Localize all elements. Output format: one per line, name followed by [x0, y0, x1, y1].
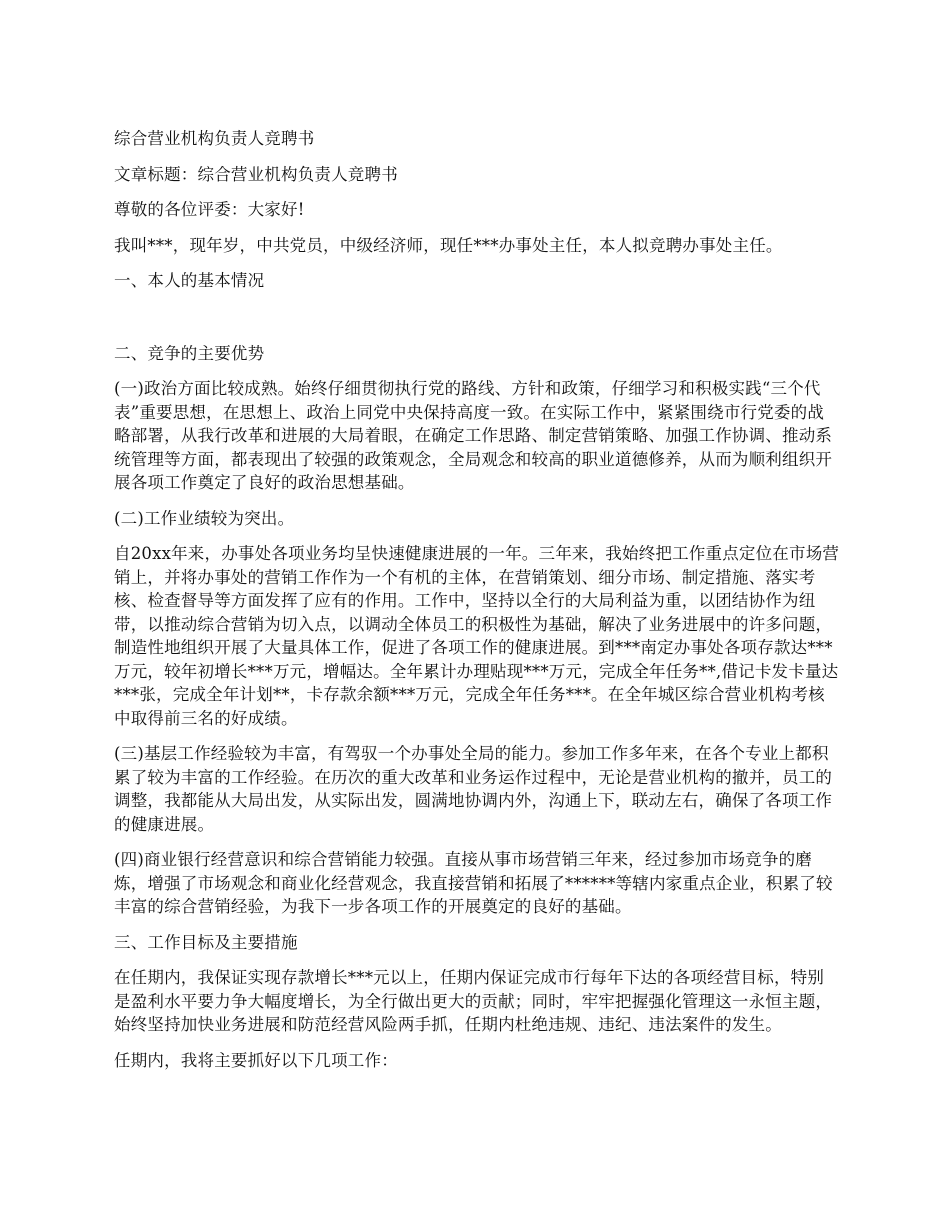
advantage-paragraph-3: (三)基层工作经验较为丰富，有驾驭一个办事处全局的能力。参加工作多年来，在各个专业上都积累了较为丰富的工作经验。在历次的重大改革和业务运作过程中，无论是营业机构的撤并，员工的调整，我都能从大局出发，从实际出发，圆满地协调内外，沟通上下，联动左右，确保了各项工作的健康进展。 — [114, 744, 833, 834]
section-heading-goals: 三、工作目标及主要措施 — [114, 932, 298, 952]
advantage-heading-2: (二)工作业绩较为突出。 — [114, 508, 295, 528]
section-heading-basic-info: 一、本人的基本情况 — [114, 271, 265, 290]
advantage-paragraph-4: (四)商业银行经营意识和综合营销能力较强。直接从事市场营销三年来，经过参加市场竞争的磨炼，增强了市场观念和商业化经营观念，我直接营销和拓展了******等辖内家重点企业，积累了较丰富的综合营销经验，为我下一步各项工作的开展奠定的良好的基础。 — [114, 850, 833, 916]
document-title: 综合营业机构负责人竞聘书 — [114, 129, 315, 148]
tasks-intro-line: 任期内，我将主要抓好以下几项工作： — [114, 1050, 398, 1070]
goals-paragraph: 在任期内，我保证实现存款增长***元以上，任期内保证完成市行每年下达的各项经营目标，特别是盈利水平要力争大幅度增长，为全行做出更大的贡献；同时，牢牢把握强化管理这一永恒主题，始终坚持加快业务进展和防范经营风险两手抓，任期内杜绝违规、违纪、违法案件的发生。 — [114, 968, 833, 1034]
advantage-paragraph-2: 自20xx年来，办事处各项业务均呈快速健康进展的一年。三年来，我始终把工作重点定位在市场营销上，并将办事处的营销工作作为一个有机的主体，在营销策划、细分市场、制定措施、落实考核、检查督导等方面发挥了应有的作用。工作中，坚持以全行的大局利益为重，以团结协作为纽带，以推动综合营销为切入点，以调动全体员工的积极性为基础，解决了业务进展中的许多问题，制造性地组织开展了大量具体工作，促进了各项工作的健康进展。到***南定办事处各项存款达***万元，较年初增长***万元，增幅达。全年累计办理贴现***万元，完成全年任务**,借记卡发卡量达***张，完成全年计划**，卡存款余额***万元，完成全年任务***。在全年城区综合营业机构考核中取得前三名的好成绩。 — [114, 544, 840, 728]
blank-spacer — [114, 305, 840, 342]
article-title-line: 文章标题：综合营业机构负责人竞聘书 — [114, 164, 398, 184]
greeting-line: 尊敬的各位评委：大家好! — [114, 200, 305, 219]
section-heading-advantages: 二、竞争的主要优势 — [114, 343, 265, 363]
document-body — [114, 127, 840, 1084]
intro-paragraph: 我叫***，现年岁，中共党员，中级经济师，现任***办事处主任，本人拟竞聘办事处主任。 — [114, 235, 783, 255]
advantage-paragraph-1: (一)政治方面比较成熟。始终仔细贯彻执行党的路线、方针和政策，仔细学习和积极实践“三个代表”重要思想，在思想上、政治上同党中央保持高度一致。在实际工作中，紧紧围绕市行党委的战略部署，从我行改革和进展的大局着眼，在确定工作思路、制定营销策略、加强工作协调、推动系统管理等方面，都表现出了较强的政策观念，全局观念和较高的职业道德修养，从而为顺利组织开展各项工作奠定了良好的政治思想基础。 — [114, 379, 833, 492]
